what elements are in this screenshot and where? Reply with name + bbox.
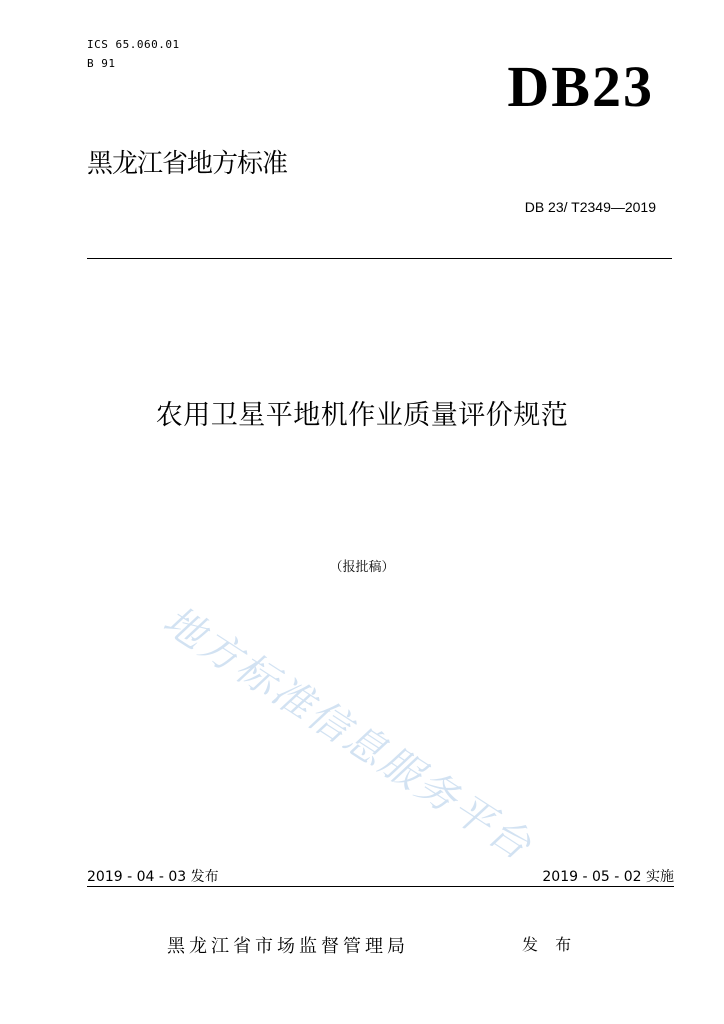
implement-date: 2019 - 05 - 02 实施 [542, 869, 674, 885]
watermark: 地方标准信息服务平台 [155, 597, 541, 871]
standard-type: 黑龙江省地方标准 [87, 149, 288, 179]
header-divider [87, 258, 672, 259]
document-title: 农用卫星平地机作业质量评价规范 [155, 400, 569, 431]
standard-number: DB 23/ T2349—2019 [524, 199, 656, 215]
classification-code: B 91 [87, 57, 116, 70]
publish-date: 2019 - 04 - 03 发布 [87, 869, 219, 885]
publish-word: 发 布 [522, 935, 578, 954]
ics-code: ICS 65.060.01 [87, 38, 180, 51]
footer-divider [87, 886, 674, 887]
issuer: 黑龙江省市场监督管理局 [167, 936, 409, 957]
draft-label: （报批稿） [329, 560, 395, 575]
standard-code-prefix: DB23 [507, 54, 654, 119]
